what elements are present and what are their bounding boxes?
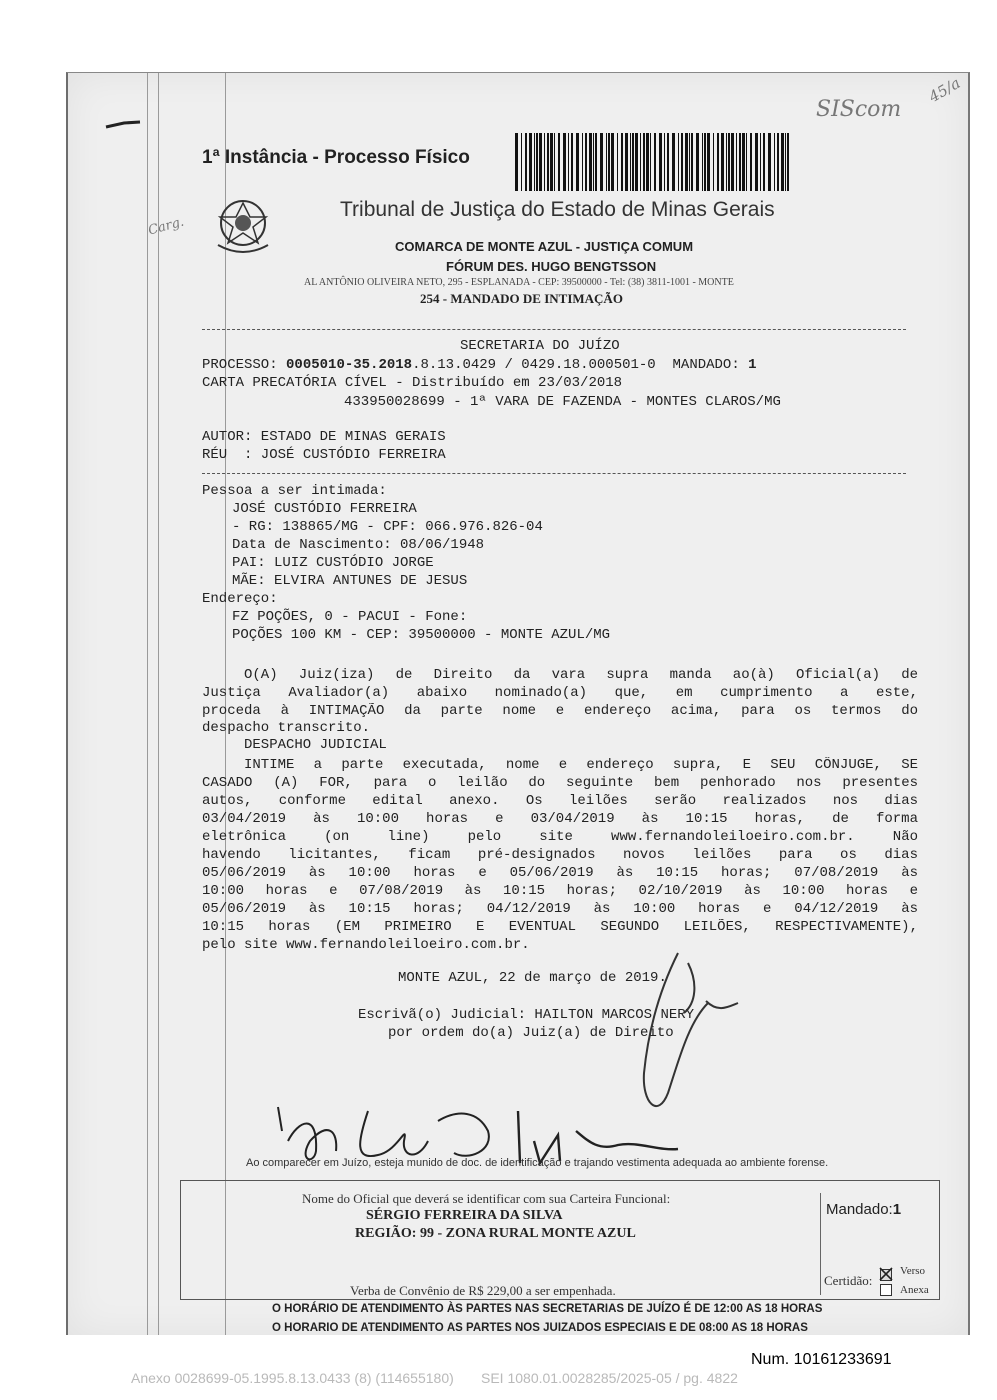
barcode-bar	[630, 133, 631, 191]
escriva: Escrivã(o) Judicial: HAILTON MARCOS NERY	[358, 1007, 695, 1023]
barcode-bar	[659, 133, 662, 191]
barcode-bar	[585, 133, 587, 191]
barcode-bar	[643, 133, 645, 191]
barcode-bar	[521, 133, 522, 191]
attire-note: Ao comparecer em Juízo, esteja munido de doc. de identificação e trajando vestimenta adequada ao ambiente forense.	[246, 1157, 829, 1169]
document-number: Num. 10161233691	[751, 1351, 892, 1368]
carta-precatoria: CARTA PRECATÓRIA CÍVEL - Distribuído em 23/03/2018	[202, 375, 623, 391]
oficial-name: SÉRGIO FERREIRA DA SILVA	[366, 1208, 563, 1223]
forum-title: FÓRUM DES. HUGO BENGTSSON	[446, 259, 657, 274]
barcode-bar	[713, 133, 714, 191]
barcode-bar	[600, 133, 603, 191]
barcode-bar	[635, 133, 638, 191]
barcode-bar	[547, 133, 549, 191]
certidao-label: Certidão:	[824, 1273, 873, 1288]
barcode-bar	[558, 133, 560, 191]
person-docs: - RG: 138865/MG - CPF: 066.976.826-04	[232, 519, 543, 535]
barcode-bar	[640, 133, 641, 191]
autor: AUTOR: ESTADO DE MINAS GERAIS	[202, 429, 446, 445]
por-ordem: por ordem do(a) Juiz(a) de Direito	[388, 1025, 674, 1041]
barcode-bar	[625, 133, 628, 191]
barcode-bar	[525, 133, 527, 191]
barcode-bar	[728, 133, 730, 191]
annotation-siscom: SIScom	[816, 97, 902, 122]
processo-number: 0005010-35.2018	[286, 357, 413, 373]
margin-line	[158, 73, 159, 1335]
despacho-line: havendo licitantes, ficam pré-designados novos leilões para os dias	[202, 847, 918, 863]
barcode-bar	[515, 133, 518, 191]
barcode-bar	[563, 133, 566, 191]
person-father: PAI: LUIZ CUSTÓDIO JORGE	[232, 555, 434, 571]
barcode-bar	[768, 133, 771, 191]
processo-line	[202, 357, 757, 373]
place-date: MONTE AZUL, 22 de março de 2019.	[398, 970, 667, 986]
barcode-bar	[689, 133, 690, 191]
verba: Verba de Convênio de R$ 229,00 a ser empenhada.	[350, 1283, 616, 1298]
barcode-bar	[595, 133, 597, 191]
check-mark-icon	[878, 1266, 894, 1282]
barcode-bar	[742, 133, 745, 191]
mandado-box-number: 1	[892, 1201, 902, 1218]
barcode-bar	[582, 133, 583, 191]
barcode-bar	[667, 133, 669, 191]
anexo-stamp: Anexo 0028699-05.1995.8.13.0433 (8) (114655180) SEI 1080.01.0028285/2025-05 / pg. 4822	[131, 1370, 738, 1386]
tribunal-name: Tribunal de Justiça do Estado de Minas Gerais	[340, 198, 775, 221]
person-mother: MÃE: ELVIRA ANTUNES DE JESUS	[232, 573, 468, 589]
coat-of-arms-icon	[208, 193, 278, 259]
barcode-bar	[774, 133, 775, 191]
barcode-bar	[681, 133, 683, 191]
signature-image	[588, 943, 758, 1123]
annotation-margin: Carg.	[146, 214, 186, 239]
barcode-bar	[536, 133, 538, 191]
despacho-line: 05/06/2019 às 10:15 horas; 04/12/2019 às 10:00 horas e 04/12/2019 às	[202, 901, 918, 917]
comarca-title: COMARCA DE MONTE AZUL - JUSTIÇA COMUM	[395, 239, 694, 254]
document-type: 254 - MANDADO DE INTIMAÇÃO	[420, 291, 623, 306]
barcode-bar	[763, 133, 765, 191]
mandado-number: 1	[748, 357, 757, 373]
barcode-bar	[731, 133, 734, 191]
despacho-last-line: pelo site www.fernandoleiloeiro.com.br.	[202, 937, 530, 953]
barcode-bar	[781, 133, 784, 191]
intro-line: O(A) Juiz(iza) de Direito da vara supra manda ao(à) Oficial(a) de	[244, 667, 918, 683]
horario-juizados: O HORÁRIO DE ATENDIMENTO ÀS PARTES NOS JUIZADOS ESPECIAIS É DE 08:00 AS 18 HORAS	[272, 1322, 808, 1334]
intro-line: proceda à INTIMAÇÃO da parte nome e endereço acima, para os termos do	[202, 703, 918, 719]
mandado-box-label: Mandado:	[826, 1201, 893, 1218]
barcode-bar	[755, 133, 758, 191]
despacho-line: 05/06/2019 às 10:00 horas e 05/06/2019 às 10:15 horas; 07/08/2019 às	[202, 865, 918, 881]
horario-secretarias: O HORÁRIO DE ATENDIMENTO ÀS PARTES NAS SECRETARIAS DE JUÍZO É DE 12:00 AS 18 HORAS	[272, 1303, 823, 1315]
barcode-bar	[544, 133, 545, 191]
origem: 433950028699 - 1ª VARA DE FAZENDA - MONTES CLAROS/MG	[344, 394, 781, 410]
annotation-folio: 45/a	[925, 73, 964, 107]
barcode-bar	[777, 133, 779, 191]
mandado-label: MANDADO:	[672, 357, 740, 373]
barcode-bar	[576, 133, 579, 191]
instance-title: 1ª Instância - Processo Físico	[202, 147, 470, 168]
barcode-bar	[554, 133, 555, 191]
reu: RÉU : JOSÉ CUSTÓDIO FERREIRA	[202, 447, 446, 463]
barcode-bar	[571, 133, 573, 191]
person-name: JOSÉ CUSTÓDIO FERREIRA	[232, 501, 417, 517]
barcode-bar	[608, 133, 610, 191]
scanned-page	[66, 72, 970, 1335]
barcode-bar	[704, 133, 706, 191]
person-heading: Pessoa a ser intimada:	[202, 483, 387, 499]
anexa-label: Anexa	[900, 1284, 929, 1296]
staple-mark	[104, 115, 144, 133]
barcode-bar	[678, 133, 679, 191]
verso-label: Verso	[900, 1265, 926, 1277]
despacho-line: autos, conforme edital anexo. Os leilões serão realizados nos dias	[202, 793, 918, 809]
intro-last-line: despacho transcrito.	[202, 720, 371, 736]
barcode-bar	[672, 133, 675, 191]
barcode-bar	[650, 133, 651, 191]
barcode-bar	[726, 133, 727, 191]
barcode-bar	[606, 133, 607, 191]
address-heading: Endereço:	[202, 591, 278, 607]
separator	[202, 473, 906, 474]
barcode-bar	[529, 133, 532, 191]
barcode-bar	[787, 133, 789, 191]
barcode-bar	[685, 133, 688, 191]
anexa-checkbox[interactable]	[880, 1284, 892, 1296]
barcode-bar	[707, 133, 710, 191]
barcode-bar	[534, 133, 535, 191]
mandado-box	[826, 1201, 901, 1218]
barcode-image	[513, 133, 795, 191]
despacho-line: eletrônica (on line) pelo site www.fernandoleiloeiro.com.br. Não	[202, 829, 918, 845]
barcode-bar	[736, 133, 737, 191]
nome-oficial-label: Nome do Oficial que deverá se identificar com sua Carteira Funcional:	[302, 1191, 671, 1206]
barcode-bar	[550, 133, 553, 191]
barcode-bar	[611, 133, 614, 191]
barcode-bar	[539, 133, 542, 191]
margin-line	[147, 73, 148, 1335]
barcode-bar	[746, 133, 747, 191]
despacho-line: CASADO (A) FOR, para o leilão do seguinte bem penhorado nos presentes	[202, 775, 918, 791]
barcode-bar	[717, 133, 719, 191]
barcode-bar	[750, 133, 752, 191]
despacho-line: INTIME a parte executada, nome e endereço supra, E SEU CÔNJUGE, SE	[244, 757, 918, 773]
address-line-1: FZ POÇÕES, 0 - PACUI - Fone:	[232, 609, 468, 625]
barcode-bar	[664, 133, 665, 191]
barcode-bar	[646, 133, 649, 191]
barcode-bar	[654, 133, 656, 191]
secretaria: SECRETARIA DO JUÍZO	[460, 338, 620, 354]
processo-label: PROCESSO:	[202, 357, 278, 373]
box-divider	[820, 1193, 821, 1295]
barcode-bar	[632, 133, 634, 191]
forum-address: AL ANTÔNIO OLIVEIRA NETO, 295 - ESPLANADA - CEP: 39500000 - Tel: (38) 3811-1001 - MONTE	[304, 277, 734, 288]
barcode-bar	[696, 133, 699, 191]
barcode-bar	[785, 133, 786, 191]
person-birth: Data de Nascimento: 08/06/1948	[232, 537, 485, 553]
despacho-line: 10:00 horas e 07/08/2019 às 10:15 horas; 02/10/2019 às 10:00 horas e	[202, 883, 918, 899]
barcode-bar	[760, 133, 761, 191]
barcode-bar	[702, 133, 703, 191]
barcode-bar	[568, 133, 569, 191]
regiao: REGIÃO: 99 - ZONA RURAL MONTE AZUL	[355, 1226, 636, 1241]
barcode-bar	[691, 133, 693, 191]
barcode-bar	[621, 133, 623, 191]
address-line-2: POÇÕES 100 KM - CEP: 39500000 - MONTE AZUL/MG	[232, 627, 611, 643]
despacho-line: 03/04/2019 às 10:00 horas e 03/04/2019 às 10:15 horas, de forma	[202, 811, 918, 827]
barcode-bar	[739, 133, 741, 191]
barcode-bar	[593, 133, 594, 191]
separator	[202, 329, 906, 330]
intro-line: Justiça Avaliador(a) abaixo nominado(a) que, em cumprimento a este,	[202, 685, 918, 701]
barcode-bar	[589, 133, 592, 191]
despacho-heading: DESPACHO JUDICIAL	[244, 737, 387, 753]
barcode-bar	[721, 133, 724, 191]
despacho-line: 10:15 horas (EM PRIMEIRO E EVENTUAL SEGUNDO LEILÕES, RESPECTIVAMENTE),	[202, 919, 918, 935]
processo-suffix: .8.13.0429 / 0429.18.000501-0	[412, 357, 656, 373]
barcode-bar	[617, 133, 618, 191]
